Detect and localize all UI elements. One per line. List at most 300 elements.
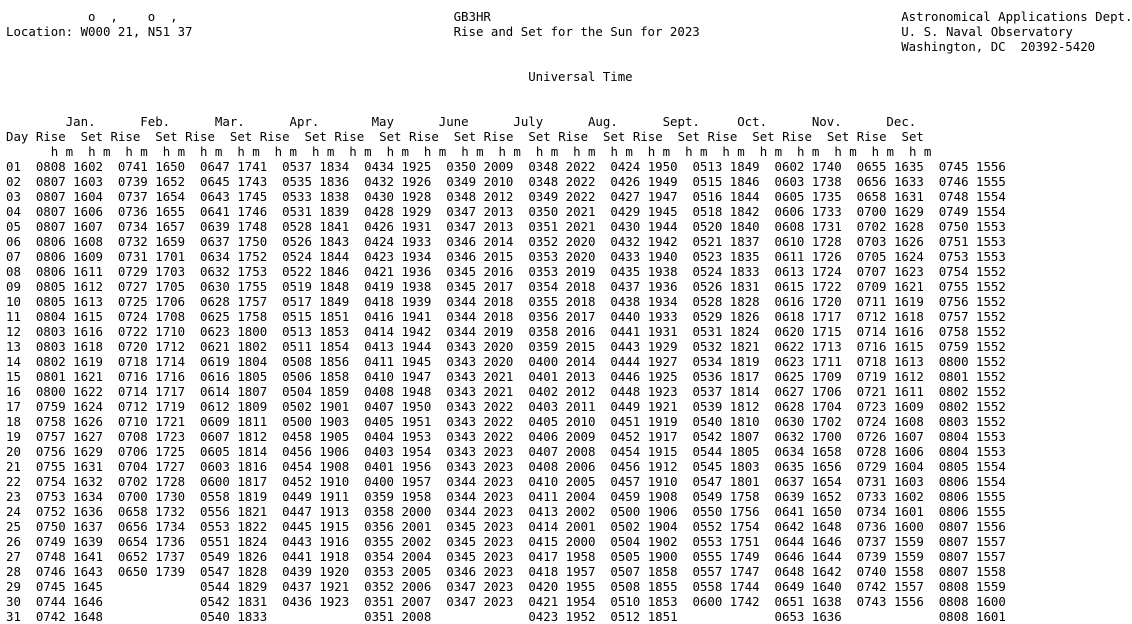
rise-time: 0632 [774, 429, 805, 444]
spacer [804, 414, 811, 429]
set-time: 1602 [73, 159, 103, 174]
set-time: 1557 [976, 549, 1006, 564]
rise-time: 0553 [200, 519, 230, 534]
rise-time: 0459 [610, 489, 641, 504]
set-unit-label: h m [834, 144, 857, 159]
rise-time: 0533 [282, 189, 312, 204]
spacer [760, 474, 775, 489]
rise-time: 0354 [364, 549, 394, 564]
rise-time: 0526 [692, 279, 723, 294]
rise-time: 0345 [446, 279, 477, 294]
spacer [633, 144, 648, 159]
set-time: 1557 [976, 534, 1006, 549]
rise-time: 0618 [774, 309, 805, 324]
rise-time: 0619 [200, 354, 230, 369]
spacer [185, 399, 200, 414]
set-unit-label: h m [237, 144, 260, 159]
set-label: Set [304, 129, 327, 144]
month-label-1: Jan. [65, 114, 96, 129]
spacer [760, 534, 775, 549]
day-number: 12 [6, 324, 21, 339]
spacer [349, 294, 364, 309]
spacer [185, 504, 200, 519]
spacer [185, 489, 200, 504]
spacer [431, 279, 446, 294]
rise-time: 0745 [35, 579, 66, 594]
spacer [969, 414, 976, 429]
day-number: 28 [6, 564, 21, 579]
spacer [513, 159, 528, 174]
spacer [969, 384, 976, 399]
spacer [969, 399, 976, 414]
spacer [513, 519, 528, 534]
spacer [722, 474, 729, 489]
set-time: 1727 [155, 459, 186, 474]
spacer [969, 579, 976, 594]
rise-time: 0600 [692, 594, 723, 609]
set-time: 1646 [73, 594, 103, 609]
set-time: 1855 [647, 579, 678, 594]
rise-time: 0432 [610, 234, 641, 249]
rise-time: 0343 [446, 399, 477, 414]
table-row [6, 219, 1006, 234]
set-time: 1646 [811, 534, 842, 549]
set-label: Set [155, 129, 178, 144]
spacer [678, 219, 693, 234]
rise-time: 0540 [692, 414, 723, 429]
spacer [886, 174, 893, 189]
spacer [36, 114, 66, 129]
table-row [6, 444, 1006, 459]
spacer [349, 324, 364, 339]
set-time: 1600 [893, 519, 924, 534]
spacer [476, 204, 483, 219]
rise-time: 0622 [774, 339, 805, 354]
spacer [670, 144, 685, 159]
spacer [887, 129, 902, 144]
spacer [267, 174, 282, 189]
spacer [804, 324, 811, 339]
rise-time: 0625 [200, 309, 230, 324]
day-number: 18 [6, 414, 21, 429]
spacer [349, 384, 364, 399]
spacer [558, 384, 565, 399]
spacer [513, 339, 528, 354]
spacer [185, 324, 200, 339]
rise-time [446, 609, 476, 624]
spacer [476, 429, 483, 444]
rise-time: 0345 [446, 264, 477, 279]
set-time: 1636 [73, 504, 103, 519]
spacer [842, 114, 857, 129]
rise-time: 0731 [117, 249, 148, 264]
set-time: 1839 [319, 204, 350, 219]
spacer [804, 474, 811, 489]
header-title-line [6, 24, 1073, 39]
rise-time: 0751 [938, 234, 969, 249]
rise-time: 0644 [774, 534, 805, 549]
spacer [842, 564, 857, 579]
spacer [969, 444, 976, 459]
set-time: 1656 [811, 459, 842, 474]
spacer [21, 504, 36, 519]
rise-time: 0526 [282, 234, 312, 249]
rise-time: 0802 [938, 399, 969, 414]
set-time: 1918 [319, 549, 350, 564]
spacer [804, 459, 811, 474]
set-time: 1555 [976, 489, 1006, 504]
spacer [103, 369, 118, 384]
rise-time: 0749 [938, 204, 969, 219]
rise-time: 0806 [35, 264, 66, 279]
spacer [804, 174, 811, 189]
rise-time: 0346 [446, 564, 477, 579]
spacer [103, 309, 118, 324]
spacer [484, 114, 514, 129]
rise-time: 0542 [692, 429, 723, 444]
set-time: 1849 [729, 159, 760, 174]
spacer [476, 579, 483, 594]
spacer [969, 279, 976, 294]
set-time: 1618 [73, 339, 103, 354]
rise-time: 0808 [35, 159, 66, 174]
rise-time: 0502 [610, 519, 641, 534]
spacer [924, 174, 939, 189]
spacer [842, 309, 857, 324]
rise-time: 0658 [117, 504, 148, 519]
spacer [185, 429, 200, 444]
spacer [185, 339, 200, 354]
spacer [431, 429, 446, 444]
spacer [349, 474, 364, 489]
spacer [21, 594, 36, 609]
spacer [886, 609, 893, 624]
spacer [334, 114, 371, 129]
set-time: 2022 [483, 429, 514, 444]
spacer [431, 264, 446, 279]
spacer [103, 474, 118, 489]
rise-time [118, 594, 148, 609]
spacer [21, 549, 36, 564]
set-time: 1641 [73, 549, 103, 564]
spacer [185, 459, 200, 474]
set-time: 1639 [73, 534, 103, 549]
spacer [969, 474, 976, 489]
set-unit-label: h m [610, 144, 633, 159]
spacer [513, 384, 528, 399]
spacer [402, 129, 409, 144]
rise-time: 0616 [200, 369, 230, 384]
rise-time: 0547 [692, 474, 723, 489]
rise-time: 0416 [364, 309, 394, 324]
spacer [640, 294, 647, 309]
table-row [6, 459, 1006, 474]
spacer [722, 264, 729, 279]
spacer [760, 189, 775, 204]
set-time: 1928 [401, 189, 432, 204]
rise-time: 0411 [528, 489, 559, 504]
set-time: 1709 [811, 369, 842, 384]
spacer [185, 174, 200, 189]
rise-time: 0428 [364, 204, 394, 219]
set-time: 1805 [237, 369, 268, 384]
rise-unit-label: h m [647, 144, 671, 159]
rise-time: 0628 [774, 399, 805, 414]
spacer [924, 459, 939, 474]
spacer [886, 444, 893, 459]
spacer [924, 294, 939, 309]
spacer [804, 369, 811, 384]
rise-time: 0403 [528, 399, 559, 414]
set-time: 1552 [976, 384, 1006, 399]
spacer [760, 564, 775, 579]
spacer [513, 309, 528, 324]
set-time: 2000 [401, 504, 432, 519]
spacer [21, 189, 36, 204]
spacer [842, 369, 857, 384]
spacer [595, 474, 610, 489]
rise-unit-label: h m [722, 144, 745, 159]
rise-time: 0348 [528, 174, 559, 189]
spacer [640, 189, 647, 204]
rise-time: 0757 [35, 429, 66, 444]
spacer [185, 279, 200, 294]
rise-time: 0519 [282, 279, 312, 294]
set-time: 1950 [401, 399, 432, 414]
spacer [886, 369, 893, 384]
spacer [103, 264, 118, 279]
spacer [760, 324, 775, 339]
day-number: 11 [6, 309, 21, 324]
spacer [558, 579, 565, 594]
spacer [558, 279, 565, 294]
set-time: 1921 [647, 399, 678, 414]
set-time: 1740 [811, 159, 842, 174]
rise-time: 0547 [200, 564, 230, 579]
spacer [103, 519, 118, 534]
spacer [431, 369, 446, 384]
rise-time: 0351 [528, 219, 559, 234]
rise-time: 0419 [364, 279, 394, 294]
spacer [267, 219, 282, 234]
set-time: 2022 [483, 414, 514, 429]
spacer [267, 234, 282, 249]
set-time: 1954 [565, 594, 596, 609]
spacer [267, 594, 282, 609]
set-time: 1954 [401, 444, 432, 459]
spacer [513, 414, 528, 429]
set-time: 1836 [319, 174, 350, 189]
set-time: 2023 [483, 534, 514, 549]
spacer [760, 279, 775, 294]
spacer [267, 504, 282, 519]
rise-time: 0557 [692, 564, 723, 579]
spacer [267, 609, 282, 624]
spacer [678, 294, 693, 309]
rise-time: 0349 [446, 174, 477, 189]
spacer [267, 354, 282, 369]
spacer [215, 129, 230, 144]
spacer [513, 204, 528, 219]
rise-time: 0724 [117, 309, 148, 324]
set-time: 1816 [237, 459, 268, 474]
spacer [760, 429, 775, 444]
spacer [678, 324, 693, 339]
rise-time: 0423 [364, 249, 394, 264]
set-time: 1552 [976, 294, 1006, 309]
table-row [6, 579, 1006, 594]
set-unit-label: h m [311, 144, 335, 159]
spacer [924, 489, 939, 504]
spacer [640, 249, 647, 264]
set-time: 2013 [483, 204, 514, 219]
spacer [924, 504, 939, 519]
rise-time: 0623 [774, 354, 805, 369]
spacer [842, 264, 857, 279]
rise-time: 0656 [117, 519, 148, 534]
set-time: 1558 [976, 564, 1006, 579]
set-time: 1834 [319, 159, 350, 174]
set-time: 1831 [729, 279, 760, 294]
spacer [678, 369, 693, 384]
spacer [722, 594, 729, 609]
dept-name: Astronomical Applications Dept. [901, 9, 1132, 24]
spacer [924, 594, 939, 609]
spacer [595, 444, 610, 459]
set-time: 1908 [647, 489, 678, 504]
spacer [678, 594, 693, 609]
set-time: 1753 [237, 264, 268, 279]
spacer [185, 144, 200, 159]
table-row [6, 159, 1006, 174]
set-time: 1757 [237, 294, 268, 309]
rise-time: 0700 [117, 489, 148, 504]
set-time: 1715 [811, 324, 842, 339]
spacer [21, 414, 36, 429]
rise-time: 0806 [35, 234, 66, 249]
spacer [185, 414, 200, 429]
spacer [969, 294, 976, 309]
spacer [185, 474, 200, 489]
spacer [558, 369, 565, 384]
set-time: 1913 [319, 504, 350, 519]
table-row [6, 324, 1006, 339]
day-number: 30 [6, 594, 21, 609]
rise-time: 0355 [364, 534, 394, 549]
set-time: 1915 [319, 519, 350, 534]
spacer [969, 429, 976, 444]
rise-time: 0724 [856, 414, 887, 429]
spacer [513, 234, 528, 249]
spacer [722, 459, 729, 474]
spacer [760, 309, 775, 324]
header-coords-line [6, 9, 1132, 24]
spacer [722, 294, 729, 309]
spacer [842, 609, 857, 624]
spacer [431, 234, 446, 249]
rise-time: 0722 [117, 324, 148, 339]
rise-time: 0359 [364, 489, 394, 504]
set-time: 1926 [401, 174, 432, 189]
rise-time: 0542 [200, 594, 230, 609]
set-time: 1552 [976, 279, 1006, 294]
rise-time: 0458 [282, 429, 312, 444]
set-time: 1552 [976, 324, 1006, 339]
rise-time: 0528 [282, 219, 312, 234]
spacer [760, 339, 775, 354]
rise-label: Rise [856, 129, 887, 144]
spacer [558, 219, 565, 234]
table-row [6, 609, 1006, 624]
spacer [476, 384, 483, 399]
set-time: 1621 [893, 279, 924, 294]
rise-label: Rise [632, 129, 663, 144]
rise-time: 0454 [282, 459, 312, 474]
rise-time: 0520 [692, 219, 723, 234]
set-time: 1553 [976, 249, 1006, 264]
spacer [513, 129, 528, 144]
spacer [103, 204, 118, 219]
day-number: 16 [6, 384, 21, 399]
rise-time: 0427 [610, 189, 641, 204]
set-time: 1615 [893, 339, 924, 354]
rise-time: 0556 [200, 504, 230, 519]
month-label-8: Aug. [587, 114, 618, 129]
spacer [349, 444, 364, 459]
rise-time: 0358 [528, 324, 559, 339]
rise-time: 0457 [610, 474, 641, 489]
set-time [319, 609, 349, 624]
table-row [6, 429, 1006, 444]
day-number: 19 [6, 429, 21, 444]
set-time: 1559 [976, 579, 1006, 594]
spacer [103, 384, 118, 399]
rise-label: Rise [782, 129, 812, 144]
spacer [595, 369, 610, 384]
rise-time: 0637 [774, 474, 805, 489]
set-time: 1804 [237, 354, 268, 369]
spacer [924, 414, 939, 429]
rise-time: 0806 [938, 489, 969, 504]
spacer [558, 549, 565, 564]
spacer [595, 414, 610, 429]
spacer [886, 579, 893, 594]
set-time: 2023 [483, 594, 514, 609]
spacer [431, 204, 446, 219]
spacer [969, 354, 976, 369]
spacer [969, 234, 976, 249]
spacer [760, 294, 775, 309]
spacer [969, 174, 976, 189]
spacer [678, 549, 693, 564]
spacer [760, 489, 775, 504]
spacer [349, 354, 364, 369]
set-time: 1821 [729, 339, 760, 354]
set-time: 1934 [401, 249, 432, 264]
set-time: 1810 [729, 414, 760, 429]
rise-time: 0435 [610, 264, 641, 279]
rise-time: 0648 [774, 564, 805, 579]
set-time: 1746 [237, 204, 268, 219]
spacer [431, 384, 446, 399]
spacer [924, 189, 939, 204]
spacer [513, 294, 528, 309]
rise-time: 0756 [35, 444, 66, 459]
rise-time: 0515 [692, 174, 723, 189]
spacer [513, 444, 528, 459]
spacer [722, 339, 729, 354]
spacer [185, 384, 200, 399]
